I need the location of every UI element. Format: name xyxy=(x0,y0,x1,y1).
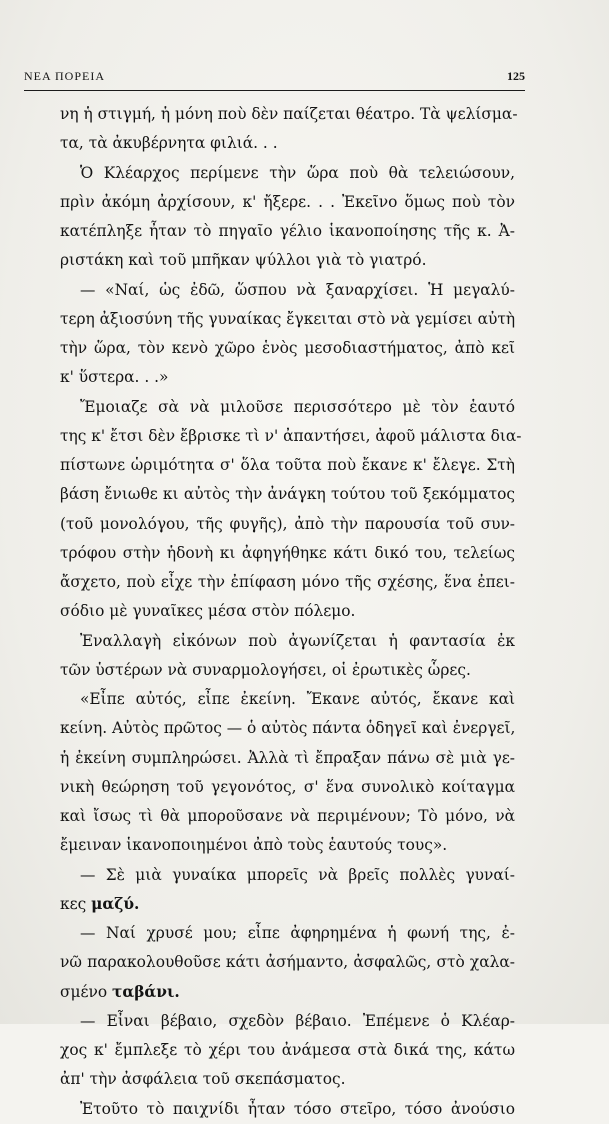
text-line: χος κ' ἔμπλεξε τὸ χέρι του ἀνάμεσα στὰ δικά της, κάτω xyxy=(60,1041,515,1059)
text-line: — Ναί χρυσέ μου; εἶπε ἀφηρημένα ἡ φωνή της, ἐ- xyxy=(80,924,515,942)
text-fragment: σμένο xyxy=(60,982,112,1001)
text-line: ἀπ' τὴν ἀσφάλεια τοῦ σκεπάσματος. xyxy=(60,1070,346,1089)
text-line: ἔμειναν ἱκανοποιημένοι ἀπὸ τοὺς ἑαυτούς τους». xyxy=(60,836,448,855)
text-line: ἡ ἐκείνη συμπληρώσει. Ἀλλὰ τὶ ἔπραξαν πάνω σὲ μιὰ γε- xyxy=(60,748,515,767)
text-line: «Εἶπε αὐτός, εἶπε ἐκείνη. Ἔκανε αὐτός, ἔκανε καὶ xyxy=(80,690,515,708)
text-line: Ὁ Κλέαρχος περίμενε τὴν ὥρα ποὺ θὰ τελειώσουν, xyxy=(80,163,515,182)
text-line: τὴν ὥρα, τὸν κενὸ χῶρο ἑνὸς μεσοδιαστήματος, ἀπὸ κεῖ xyxy=(60,339,515,357)
body-text xyxy=(60,100,522,1124)
text-line: (τοῦ μονολόγου, τῆς φυγῆς), ἀπὸ τὴν παρουσία τοῦ συν- xyxy=(60,514,515,533)
text-line: νῶ παρακολουθοῦσε κάτι ἀσήμαντο, ἀσφαλῶς, στὸ χαλα- xyxy=(60,953,515,972)
page-number: 125 xyxy=(507,69,525,83)
text-line: βάση ἔνιωθε κι αὐτὸς τὴν ἀνάγκη τούτου τοῦ ξεκόμματος xyxy=(60,485,515,504)
text-line: κ' ὕστερα. . .» xyxy=(60,368,169,387)
text-line: Ἔμοιαζε σὰ νὰ μιλοῦσε περισσότερο μὲ τὸν ἑαυτό xyxy=(80,397,515,416)
text-line: πρὶν ἀκόμη ἀρχίσουν, κ' ἤξερε. . . Ἐκεῖνο ὅμως ποὺ τὸν xyxy=(60,192,515,211)
text-fragment: κες xyxy=(60,894,92,913)
bold-word: ταβάνι. xyxy=(112,982,180,1001)
text-line-with-emphasis xyxy=(60,890,515,919)
text-line: τερη ἀξιοσύνη τῆς γυναίκας ἔγκειται στὸ νὰ γεμίσει αὐτὴ xyxy=(60,309,516,328)
text-line: ἄσχετο, ποὺ εἶχε τὴν ἐπίφαση μόνο τῆς σχέσης, ἕνα ἐπει- xyxy=(60,573,515,591)
text-line: Ἐναλλαγὴ εἰκόνων ποὺ ἀγωνίζεται ἡ φαντασία ἐκ xyxy=(80,631,515,650)
text-line: — «Ναί, ὡς ἐδῶ, ὥσπου νὰ ξαναρχίσει. Ἡ μεγαλύ- xyxy=(80,280,515,299)
text-line: — Εἶναι βέβαιο, σχεδὸν βέβαιο. Ἐπέμενε ὁ Κλέαρ- xyxy=(80,1011,515,1030)
text-line: καὶ ἴσως τὶ θὰ μποροῦσανε νὰ περιμένουν; Τὸ μόνο, νὰ xyxy=(60,807,515,825)
text-line: τα, τὰ ἀκυβέρνητα φιλιά. . . xyxy=(60,134,278,153)
text-line: της κ' ἔτσι δὲν ἔβρισκε τὶ ν' ἀπαντήσει, ἀφοῦ μάλιστα δια- xyxy=(60,426,522,445)
text-line: κείνη. Αὐτὸς πρῶτος — ὁ αὐτὸς πάντα ὁδηγεῖ καὶ ἐνεργεῖ, xyxy=(60,719,516,738)
text-line: τῶν ὑστέρων νὰ συναρμολογήσει, οἱ ἐρωτικὲς ὧρες. xyxy=(60,660,471,679)
page-header xyxy=(24,66,525,91)
text-line: τρόφου στὴν ἡδονὴ κι ἀφηγήθηκε κάτι δικό του, τελείως xyxy=(60,543,515,562)
text-line: — Σὲ μιὰ γυναίκα μπορεῖς νὰ βρεῖς πολλὲς γυναί- xyxy=(80,865,515,884)
text-line-with-emphasis xyxy=(60,978,515,1007)
text-line: νικὴ θεώρηση τοῦ γεγονότος, σ' ἕνα συνολικὸ κοίταγμα xyxy=(60,777,515,796)
running-head: ΝΕΑ ΠΟΡΕΙΑ xyxy=(24,69,105,83)
text-line: σόδιο μὲ γυναῖκες μέσα στὸν πόλεμο. xyxy=(60,602,356,621)
text-line: Ἐτοῦτο τὸ παιχνίδι ἦταν τόσο στεῖρο, τόσο ἀνούσιο xyxy=(80,1099,515,1118)
text-line: νη ἡ στιγμή, ἡ μόνη ποὺ δὲν παίζεται θέατρο. Τὰ ψελίσμα- xyxy=(60,105,518,123)
bold-word: μαζύ. xyxy=(91,894,140,913)
text-line: κατέπληξε ἦταν τὸ πηγαῖο γέλιο ἱκανοποίησης τῆς κ. Ἀ- xyxy=(60,222,515,240)
text-line: ριστάκη καὶ τοῦ μπῆκαν ψύλλοι γιὰ τὸ γιατρό. xyxy=(60,251,427,270)
text-line: πίστωνε ὡριμότητα σ' ὅλα τοῦτα ποὺ ἔκανε κ' ἔλεγε. Στὴ xyxy=(60,456,515,474)
